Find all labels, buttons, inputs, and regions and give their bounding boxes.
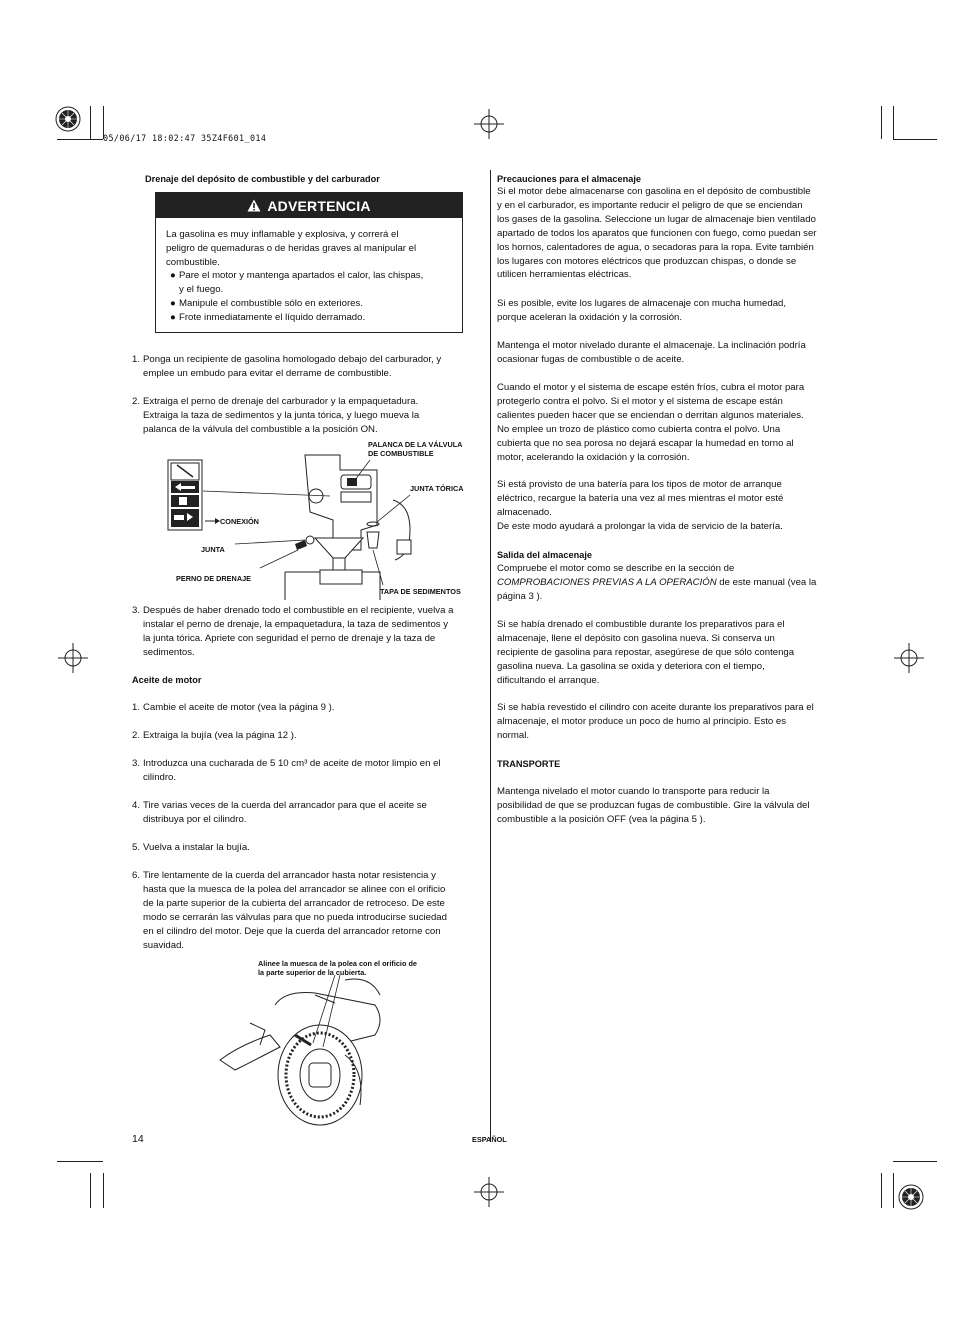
paragraph: Si el motor debe almacenarse con gasolina en el depósito de combustible y en el carburador, es importante reducir el peligro de que se enciendan los gases de la gasolina. Seleccione un lugar de almacenaje bien ventilado apartado de todos los aparatos que funcionen con fuego, como puedan ser los hornos, calentadores de agua, o secadoras para la ropa. Evite también los lugares con motores eléctricos que produzcan chispas, o donde se utilicen herramientas eléctricas. (497, 186, 817, 281)
oil-heading: Aceite de motor (132, 675, 202, 685)
paragraph: Si se había revestido el cilindro con aceite durante los preparativos para el almacenaje, el motor produce un poco de humo al principio. Esto es normal. (497, 702, 814, 741)
label-gasket: JUNTA (201, 545, 225, 554)
storage-heading: Precauciones para el almacenaje (497, 174, 642, 184)
warning-triangle-icon (247, 199, 261, 212)
crosshair-icon (58, 643, 88, 673)
warning-header (156, 193, 462, 218)
print-stamp: 05/06/17 18:02:47 35Z4F601_014 (103, 133, 267, 143)
label-o-ring: JUNTA TÓRICA (410, 484, 464, 493)
transport-heading: TRANSPORTE (497, 759, 561, 769)
paragraph: Mantenga nivelado el motor cuando lo transporte para reducir la posibilidad de que se produzcan fugas de combustible. Gire la válvula del combustible a la posición OFF (vea la página 5 ). (497, 786, 810, 825)
paragraph: Compruebe el motor como se describe en la sección de COMPROBACIONES PREVIAS A LA OPERACIÓN de este manual (vea la página 3 ). (497, 563, 817, 602)
label-fuel-valve-lever: PALANCA DE LA VÁLVULA DE COMBUSTIBLE (368, 440, 463, 458)
crosshair-icon (474, 109, 504, 139)
paragraph: Cuando el motor y el sistema de escape estén fríos, cubra el motor para protegerlo contra el polvo. Si el motor y el sistema de escape están calientes pueden hacer que se enciendan o derritan algunos materiales. No emplee un trozo de plástico como cubierta contra el polvo. Una cubierta que no sea porosa no dejará escapar la humedad en torno al motor, acelerando la oxidación y la corrosión. (497, 382, 805, 463)
removal-heading: Salida del almacenaje (497, 550, 592, 560)
crosshair-icon (474, 1177, 504, 1207)
label-starter-alignment: Alinee la muesca de la polea con el orificio de la parte superior de la cubierta. (258, 959, 417, 977)
label-sediment-cup: TAPA DE SEDIMENTOS (380, 587, 461, 596)
warning-box: ADVERTENCIA La gasolina es muy inflamable y explosiva, y correrá el peligro de quemaduras o de heridas graves al manipular el combustible. ● Pare el motor y mantenga apartados el calor, las chispas, y el fuego. ● Manipule el combustible sólo en exteriores. ● Frote inmediatamente el líquido derramado. (155, 192, 463, 333)
crosshair-icon (894, 643, 924, 673)
registration-target-icon (897, 1183, 925, 1211)
language-label: ESPAÑOL (472, 1135, 507, 1144)
registration-target-icon (54, 105, 82, 133)
label-connection: CONEXIÓN (220, 517, 259, 526)
paragraph: Mantenga el motor nivelado durante el almacenaje. La inclinación podría ocasionar fugas de combustible o de aceite. (497, 340, 806, 365)
warning-title: ADVERTENCIA (267, 197, 371, 214)
label-drain-bolt: PERNO DE DRENAJE (176, 574, 252, 583)
page-number: 14 (132, 1133, 144, 1145)
recoil-starter-figure (215, 975, 385, 1130)
warning-intro: La gasolina es muy inflamable y explosiva, y correrá el peligro de quemaduras o de heridas graves al manipular el combustible. (166, 229, 417, 268)
paragraph: Si se había drenado el combustible durante los preparativos para el almacenaje, llene el depósito con gasolina nueva. Si conserva un recipiente de gasolina para repostar, asegúrese de que sólo contenga gasolina nueva. La gasolina se oxida y deteriora con el tiempo, dificultando el arranque. (497, 619, 795, 686)
drain-heading: Drenaje del depósito de combustible y del carburador (145, 174, 380, 184)
paragraph: Si es posible, evite los lugares de almacenaje con mucha humedad, porque aceleran la oxidación y la corrosión. (497, 298, 787, 323)
paragraph: Si está provisto de una batería para los tipos de motor de arranque eléctrico, recargue la batería una vez al mes mientras el motor esté almacenado. De este modo ayudará a prolongar la vida de servicio de la batería. (497, 479, 784, 532)
